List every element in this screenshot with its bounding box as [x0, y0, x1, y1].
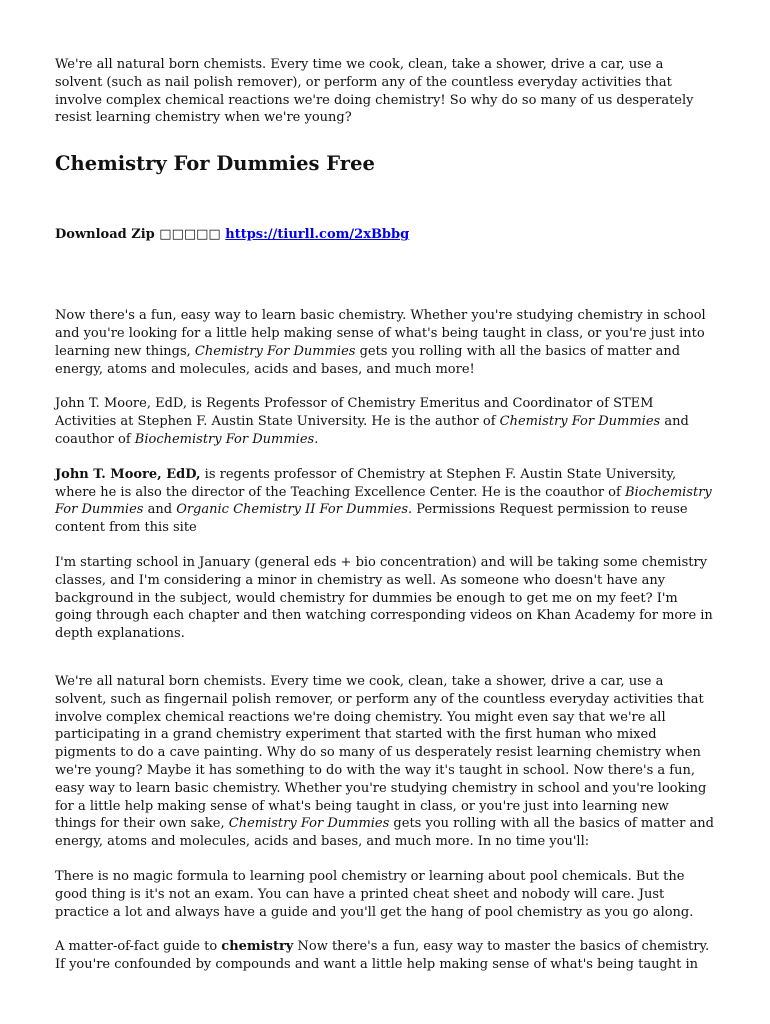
arrow-glyphs: □□□□□	[159, 227, 221, 243]
book-intro-text-end: gets you rolling with all the basics of matter and energy, atoms and molecules, acids and bases, and much more!	[55, 343, 681, 377]
book-title-italic: Biochemistry For Dummies	[55, 484, 712, 518]
book-title-italic: Chemistry For Dummies	[194, 343, 356, 359]
author-bio-paragraph	[55, 395, 714, 448]
author-bio-text: John T. Moore, EdD, is Regents Professor of Chemistry Emeritus and Coordinator of STEM Activities at Stephen F. Austin State University. He is the author of	[55, 396, 654, 430]
guide-text-end: Now there's a fun, easy way to master the basics of chemistry. If you're confounded by compounds and want a little help making sense of what's being taught in	[55, 939, 710, 973]
author-bio-text-middle: and	[143, 502, 177, 518]
natural-chemists-text-end: gets you rolling with all the basics of matter and energy, atoms and molecules, acids and bases, and much more. In no time you'll:	[55, 816, 714, 850]
book-title-italic: Biochemistry For Dummies.	[134, 431, 319, 447]
book-intro-text: Now there's a fun, easy way to learn basic chemistry. Whether you're studying chemistry in school and you're looking for a little help making sense of what's being taught in class, or you're just into learning new things,	[55, 308, 706, 359]
author-bio-text-end: Permissions Request permission to reuse content from this site	[55, 502, 688, 536]
download-label: Download Zip	[55, 227, 155, 243]
natural-chemists-text: We're all natural born chemists. Every time we cook, clean, take a shower, drive a car, use a solvent, such as fingernail polish remover, or perform any of the countless everyday activities that involve complex chemical reactions we're doing chemistry. You might even say that we're all participating in a grand chemistry experiment that started with the first human who mixed pigments to do a cave painting. Why do so many of us desperately resist learning chemistry when we're young? Maybe it has something to do with the way it's taught in school. Now there's a fun, easy way to learn basic chemistry. Whether you're studying chemistry in school and you're looking for a little help making sense of what's being taught in class, or you're just into learning new things for their own sake,	[55, 673, 707, 832]
book-title-italic: Chemistry For Dummies	[499, 414, 661, 430]
chemistry-bold: chemistry	[221, 939, 294, 955]
author-name-bold: John T. Moore, EdD,	[55, 466, 201, 482]
author-bio-text-middle: and coauthor of	[55, 414, 689, 447]
author-bio-paragraph-2	[55, 466, 714, 537]
guide-text: A matter-of-fact guide to	[55, 939, 222, 955]
book-title-italic: Organic Chemistry II For Dummies.	[176, 502, 413, 518]
book-intro-paragraph	[55, 307, 714, 378]
guide-paragraph	[55, 938, 714, 974]
download-link[interactable]: https://tiurll.com/2xBbbg	[225, 227, 410, 243]
page-title: Chemistry For Dummies Free	[55, 152, 375, 176]
pool-chemistry-paragraph: There is no magic formula to learning pool chemistry or learning about pool chemicals. But the good thing is it's not an exam. You can have a printed cheat sheet and nobody will care. Just practice a lot and always have a guide and you'll get the hang of pool chemistry as you go along.	[55, 868, 694, 920]
question-paragraph: I'm starting school in January (general eds + bio concentration) and will be taking some chemistry classes, and I'm considering a minor in chemistry as well. As someone who doesn't have any background in the subject, would chemistry for dummies be enough to get me on my feet? I'm going through each chapter and then watching corresponding videos on Khan Academy for more in depth explanations.	[55, 554, 713, 642]
intro-paragraph: We're all natural born chemists. Every time we cook, clean, take a shower, drive a car, use a solvent (such as nail polish remover), or perform any of the countless everyday activities that involve complex chemical reactions we're doing chemistry! So why do so many of us desperately resist learning chemistry when we're young?	[55, 57, 694, 126]
natural-chemists-paragraph	[55, 673, 714, 851]
book-title-italic: Chemistry For Dummies	[228, 816, 390, 832]
author-bio-text: is regents professor of Chemistry at Stephen F. Austin State University, where he is also the director of the Teaching Excellence Center. He is the coauthor of	[55, 466, 677, 500]
download-line	[55, 226, 714, 243]
